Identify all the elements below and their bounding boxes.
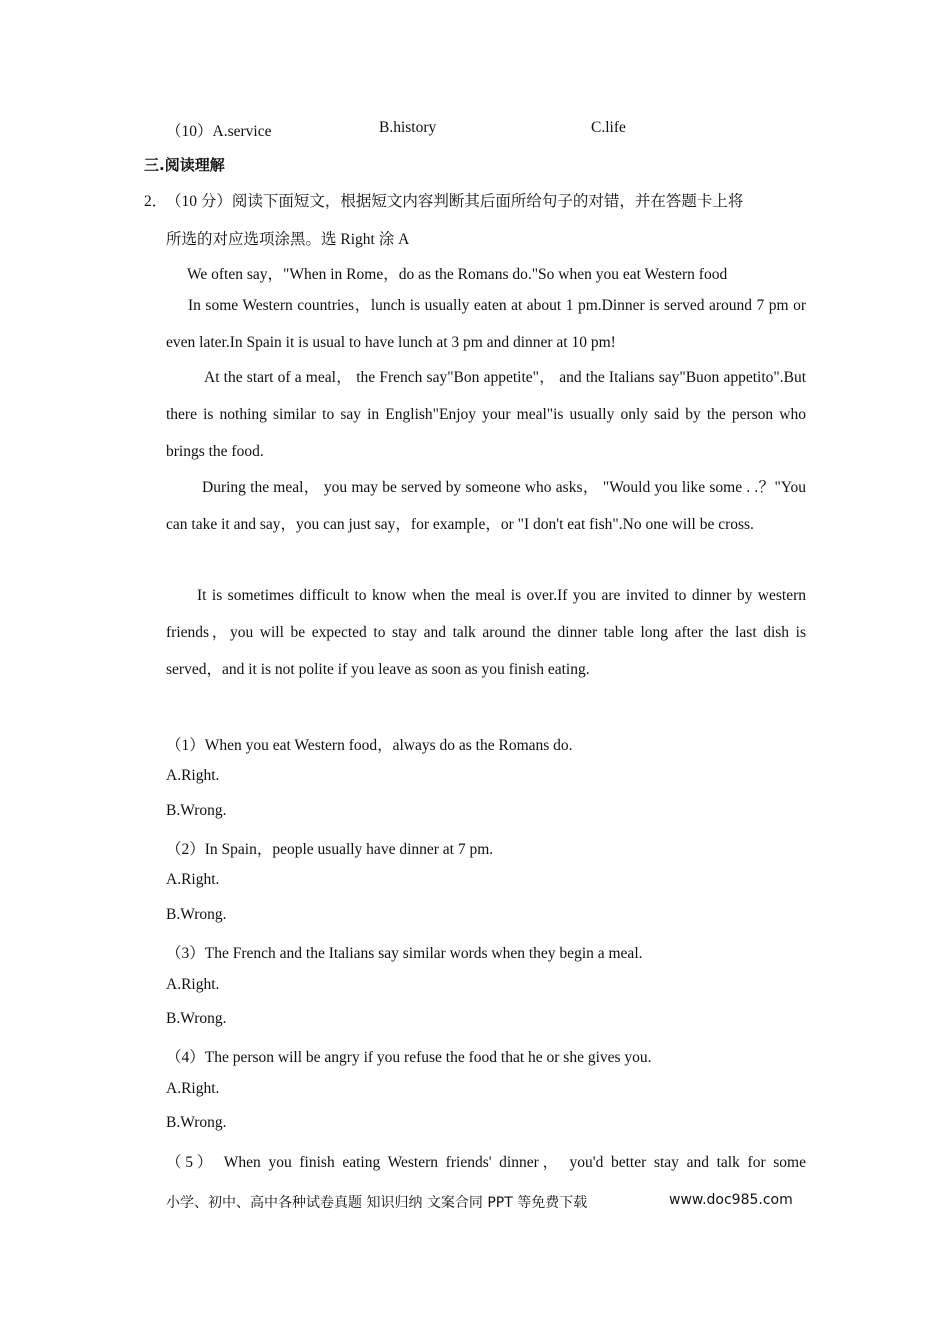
passage-paragraph-3: At the start of a meal， the French say"Bon appetite"， and the Italians say"Buon appetito".But there is nothing similar to say in English"Enjoy your meal"is usually only said by the person who brings the food. bbox=[166, 369, 806, 460]
footer-url: www.doc985.com bbox=[669, 1192, 793, 1208]
item-3-option-b: B.Wrong. bbox=[166, 1010, 227, 1027]
item-4-option-a: A.Right. bbox=[166, 1080, 220, 1097]
item-1-option-a: A.Right. bbox=[166, 767, 220, 784]
passage-paragraph-4: During the meal， you may be served by someone who asks， "Would you like some . .？"You can take it and say，you can just say，for example，or "I don't eat fish".No one will be cross. bbox=[166, 479, 806, 533]
item-4-option-b: B.Wrong. bbox=[166, 1114, 227, 1131]
section-title: 三.阅读理解 bbox=[144, 156, 225, 174]
item-3-question: （3）The French and the Italians say similar words when they begin a meal. bbox=[166, 945, 643, 962]
question-number: 2． bbox=[144, 193, 168, 210]
item-5-question: （5） When you finish eating Western friends' dinner， you'd better stay and talk for some bbox=[166, 1154, 806, 1171]
item-2-question: （2）In Spain，people usually have dinner at 7 pm. bbox=[166, 841, 494, 858]
item-3-option-a: A.Right. bbox=[166, 976, 220, 993]
passage-paragraph-5: It is sometimes difficult to know when the meal is over.If you are invited to dinner by western friends，you will be expected to stay and talk around the dinner table long after the last dish is served，and it is not polite if you leave as soon as you finish eating. bbox=[166, 587, 806, 678]
question-instruction-line1: （10 分）阅读下面短文，根据短文内容判断其后面所给句子的对错，并在答题卡上将 bbox=[166, 193, 744, 210]
passage-paragraph-2: In some Western countries，lunch is usually eaten at about 1 pm.Dinner is served around 7 pm or even later.In Spain it is usual to have lunch at 3 pm and dinner at 10 pm! bbox=[166, 297, 806, 351]
item-2-option-b: B.Wrong. bbox=[166, 906, 227, 923]
footer-text: 小学、初中、高中各种试卷真题 知识归纳 文案合同 PPT 等免费下载 bbox=[166, 1195, 588, 1211]
passage-paragraph-1: We often say，"When in Rome，do as the Romans do."So when you eat Western food bbox=[187, 266, 728, 283]
question-instruction-line2: 所选的对应选项涂黑。选 Right 涂 A bbox=[166, 231, 410, 248]
item-4-question: （4）The person will be angry if you refuse the food that he or she gives you. bbox=[166, 1049, 652, 1066]
prev-question-option-b: B.history bbox=[379, 119, 437, 136]
item-1-question: （1）When you eat Western food，always do as the Romans do. bbox=[166, 737, 573, 754]
item-1-option-b: B.Wrong. bbox=[166, 802, 227, 819]
item-2-option-a: A.Right. bbox=[166, 871, 220, 888]
prev-question-option-a: （10）A.service bbox=[166, 123, 272, 140]
prev-question-option-c: C.life bbox=[591, 119, 626, 136]
